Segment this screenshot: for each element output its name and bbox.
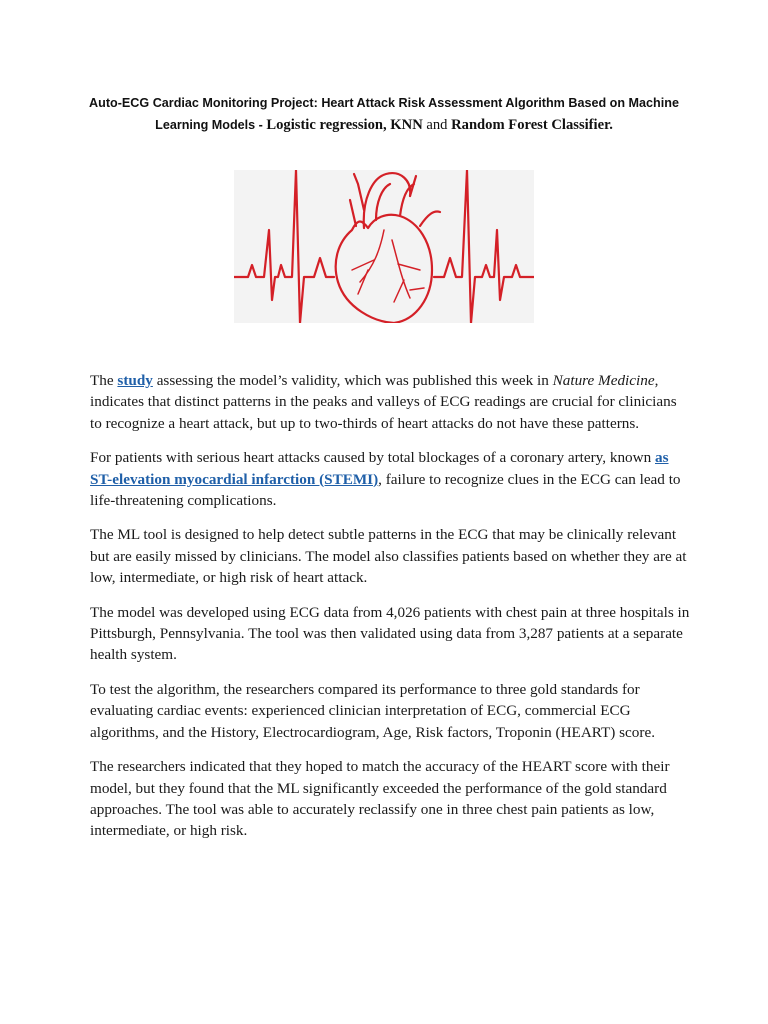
document-title: [80, 92, 688, 136]
p2-post: , failure to recognize clues in the ECG can lead to life-threatening complications.: [90, 470, 681, 510]
study-link[interactable]: study: [117, 372, 153, 389]
journal-name: Nature Medicine: [552, 372, 655, 389]
p1-post: , indicates that distinct patterns in the peaks and valleys of ECG readings are crucial for clinicians to recognize a heart attack, but up to two-thirds of heart attacks do not have these patterns.: [90, 372, 677, 432]
title-comma: ,: [383, 117, 391, 133]
p1-pre: The: [90, 372, 118, 389]
title-knn: KNN: [390, 117, 423, 133]
paragraph-model-data: The model was developed using ECG data from 4,026 patients with chest pain at three hospitals in Pittsburgh, Pennsylvania. The tool was then validated using data from 3,287 patients at a separate health system.: [90, 603, 690, 664]
paragraph-stemi: [90, 447, 690, 511]
title-random-forest: Random Forest Classifier.: [451, 117, 613, 133]
title-text: Auto-ECG Cardiac Monitoring Project: Heart Attack Risk Assessment Algorithm Based on Machine Learning Models -: [89, 96, 679, 132]
paragraph-results: The researchers indicated that they hoped to match the accuracy of the HEART score with their model, but they found that the ML significantly exceeded the performance of the gold standard approaches. The tool was able to accurately reclassify one in three chest pain patients as low, intermediate, or high risk.: [90, 758, 670, 840]
heart-ecg-icon: [234, 170, 534, 323]
paragraph-gold-standards: To test the algorithm, the researchers compared its performance to three gold standards for evaluating cardiac events: experienced clinician interpretation of ECG, commercial ECG algorithms, and the History, Electrocardiogram, Age, Risk factors, Troponin (HEART) score.: [90, 680, 655, 741]
title-and: and: [422, 117, 452, 133]
p1-mid: assessing the model’s validity, which was published this week in: [152, 372, 553, 389]
heart-ecg-image: [234, 170, 534, 323]
stemi-link[interactable]: as ST-elevation myocardial infarction (STEMI): [90, 449, 669, 488]
paragraph-study: [90, 370, 690, 434]
p2-pre: For patients with serious heart attacks caused by total blockages of a coronary artery, known: [90, 449, 655, 467]
article-body: [90, 370, 690, 855]
paragraph-ml-tool: The ML tool is designed to help detect subtle patterns in the ECG that may be clinically relevant but are easily missed by clinicians. The model also classifies patients based on whether they are at low, intermediate, or high risk of heart attack.: [90, 526, 687, 587]
title-logistic-regression: Logistic regression: [266, 117, 383, 133]
